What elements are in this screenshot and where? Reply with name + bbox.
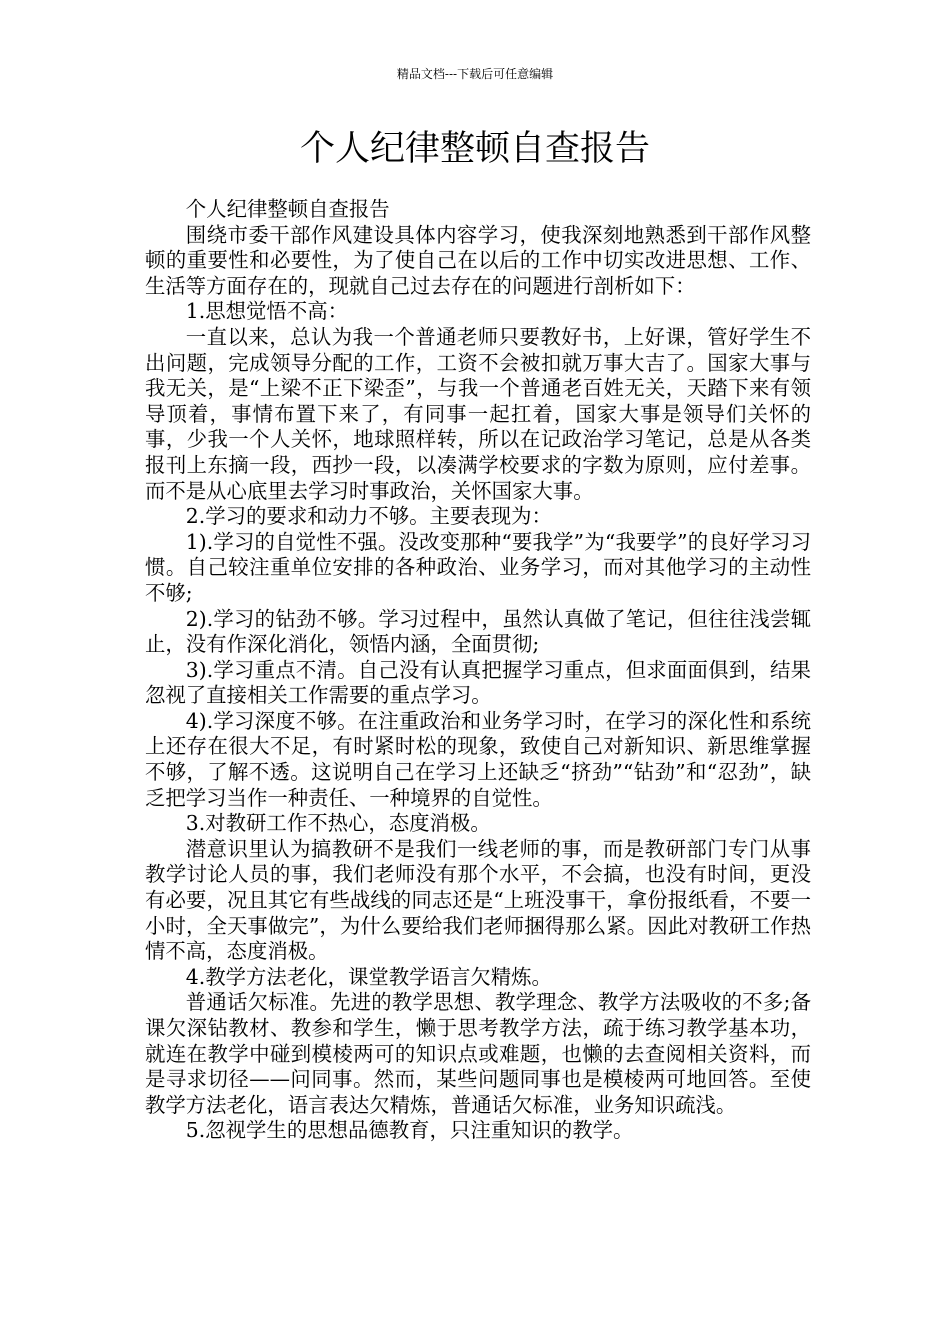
header-note: 精品文档---下载后可任意编辑: [396, 67, 554, 81]
section-heading: 5.忽视学生的思想品德教育，只注重知识的教学。: [185, 1118, 634, 1143]
section-heading: 2.学习的要求和动力不够。主要表现为：: [185, 504, 552, 529]
section-heading: 4.教学方法老化，课堂教学语言欠精炼。: [185, 964, 552, 989]
list-item: 4).学习深度不够。在注重政治和业务学习时，在学习的深化性和系统上还存在很大不足，有时紧时松的现象，致使自己对新知识、新思维掌握不够，了解不透。这说明自己在学习上还缺乏“挤劲”“钻劲”和“忍劲”，缺乏把学习当作一种责任、一种境界的自觉性。: [145, 708, 811, 810]
paragraph: 一直以来，总认为我一个普通老师只要教好书，上好课，管好学生不出问题，完成领导分配的工作，工资不会被扣就万事大吉了。国家大事与我无关，是“上梁不正下梁歪”，与我一个普通老百姓无关，天踏下来有领导顶着，事情布置下来了，有同事一起扛着，国家大事是领导们关怀的事，少我一个人关怀，地球照样转，所以在记政治学习笔记，总是从各类报刊上东摘一段，西抄一段，以凑满学校要求的字数为原则，应付差事。而不是从心底里去学习时事政治，关怀国家大事。: [145, 324, 811, 503]
document-title: 个人纪律整顿自查报告: [299, 129, 650, 169]
paragraph: 普通话欠标准。先进的教学思想、教学理念、教学方法吸收的不多;备课欠深钻教材、教参和学生，懒于思考教学方法，疏于练习教学基本功，就连在教学中碰到模棱两可的知识点或难题，也懒的去查阅相关资料，而是寻求切径——问同事。然而，某些问题同事也是模棱两可地回答。至使教学方法老化，语言表达欠精炼，普通话欠标准，业务知识疏浅。: [145, 990, 811, 1117]
section-heading: 1.思想觉悟不高：: [185, 299, 348, 324]
list-item: 1).学习的自觉性不强。没改变那种“要我学”为“我要学”的良好学习习惯。自己较注重单位安排的各种政治、业务学习，而对其他学习的主动性不够;: [145, 529, 811, 605]
document-body: [145, 197, 811, 1144]
paragraph: 围绕市委干部作风建设具体内容学习，使我深刻地熟悉到干部作风整顿的重要性和必要性，为了使自己在以后的工作中切实改进思想、工作、生活等方面存在的，现就自己过去存在的问题进行剖析如下：: [145, 222, 811, 298]
paragraph: 潜意识里认为搞教研不是我们一线老师的事，而是教研部门专门从事教学讨论人员的事，我们老师没有那个水平，不会搞，也没有时间，更没有必要，况且其它有些战线的同志还是“上班没事干，拿份报纸看，不要一小时，全天事做完”，为什么要给我们老师捆得那么紧。因此对教研工作热情不高，态度消极。: [145, 836, 811, 964]
section-heading: 3.对教研工作不热心，态度消极。: [185, 811, 491, 836]
list-item: 3).学习重点不清。自己没有认真把握学习重点，但求面面俱到，结果忽视了直接相关工作需要的重点学习。: [145, 657, 811, 708]
paragraph: 个人纪律整顿自查报告: [185, 197, 390, 221]
list-item: 2).学习的钻劲不够。学习过程中，虽然认真做了笔记，但往往浅尝辄止，没有作深化消化，领悟内涵，全面贯彻;: [145, 606, 811, 657]
